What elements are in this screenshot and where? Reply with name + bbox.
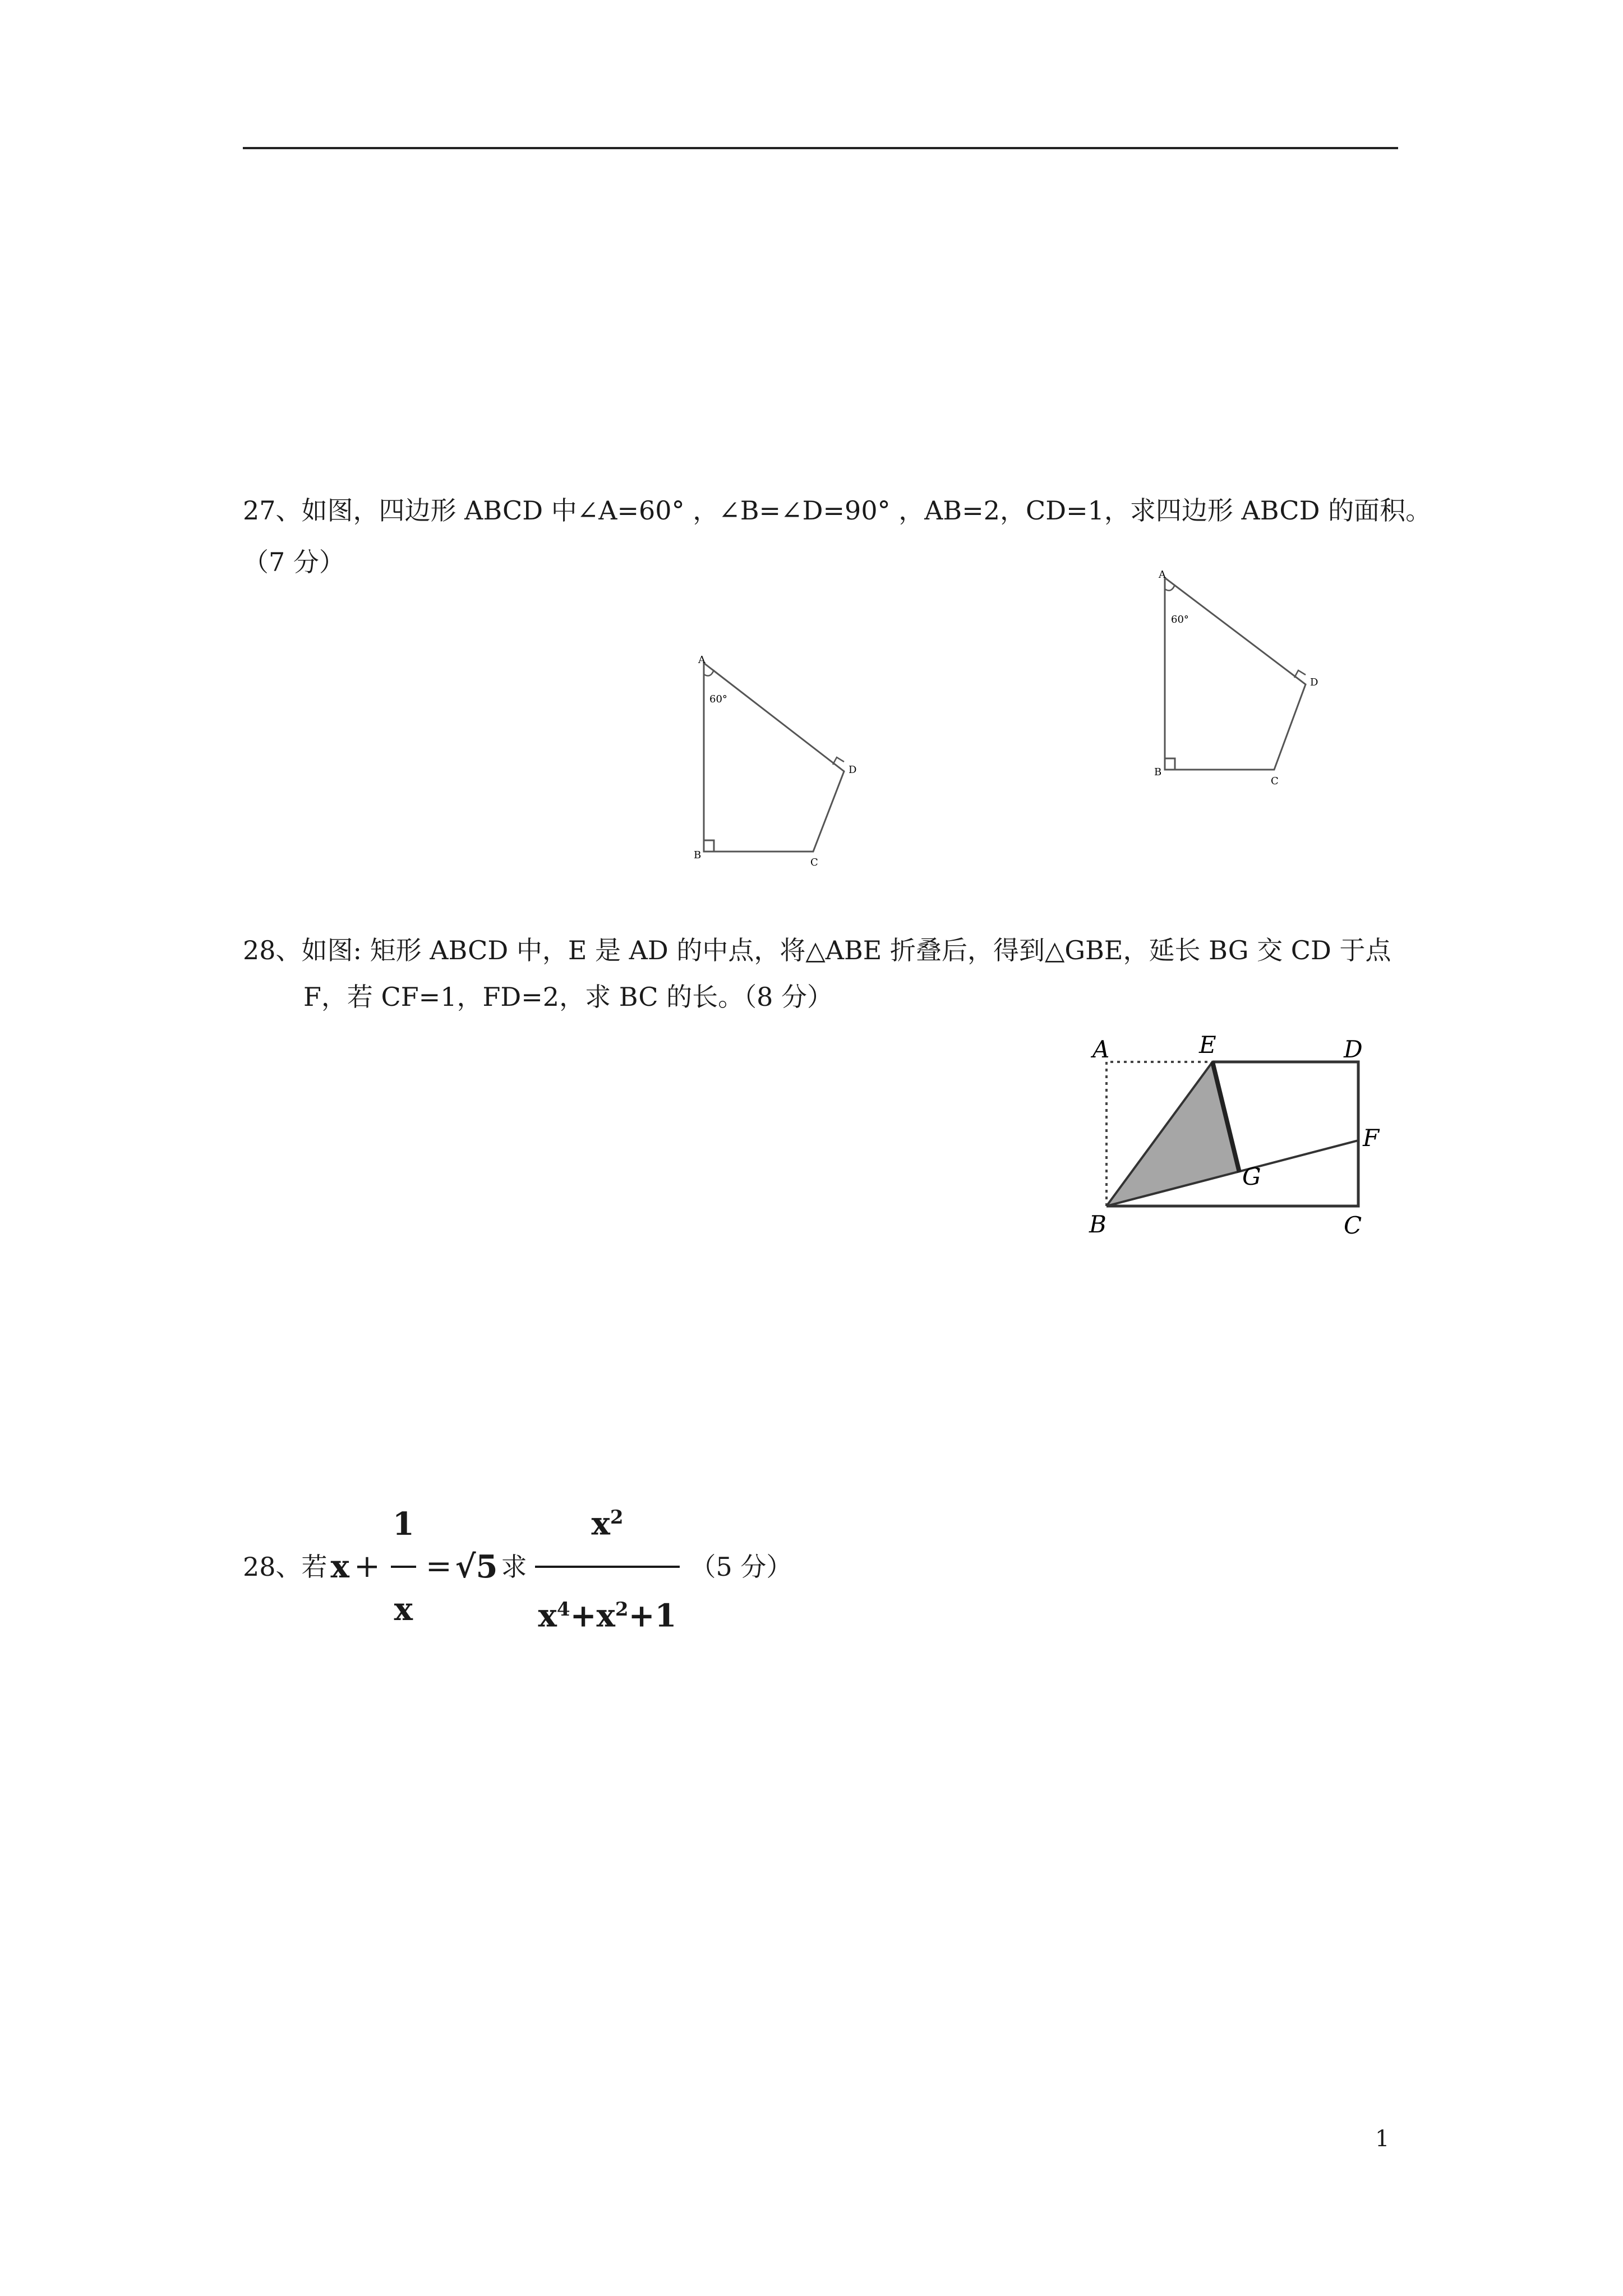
q27-figure-right xyxy=(1138,567,1329,791)
header-rule xyxy=(243,147,1398,149)
q28a-label-b: B xyxy=(1089,1211,1106,1238)
q28a-label-a: A xyxy=(1092,1036,1110,1063)
q28b-x-den: x xyxy=(391,1566,416,1649)
q28a-label-c: C xyxy=(1344,1212,1362,1239)
q27-left-label-angle: 60° xyxy=(709,693,727,705)
q28b-eq: = xyxy=(425,1548,452,1585)
q28b-points: （5 分） xyxy=(690,1551,792,1582)
q28a-text-line2: F，若 CF=1，FD=2，求 BC 的长。（8 分） xyxy=(303,982,833,1012)
q28b-target-fraction xyxy=(535,1478,680,1655)
q28a-label-g: G xyxy=(1242,1163,1261,1190)
q28a-label-e: E xyxy=(1199,1031,1216,1059)
q28b-plus: + xyxy=(353,1548,380,1585)
q28a-label-f: F xyxy=(1363,1124,1380,1152)
q27-figure-left xyxy=(681,651,872,875)
q27-text-line2: （7 分） xyxy=(243,547,345,577)
q27-right-label-a: A xyxy=(1159,569,1166,581)
q28b-sqrt5: √5 xyxy=(455,1548,498,1585)
q28a-figure xyxy=(1082,1024,1396,1254)
q27-left-label-c: C xyxy=(810,857,818,868)
q28b-x: x xyxy=(330,1548,349,1585)
q27-left-label-a: A xyxy=(698,654,706,666)
page-number: 1 xyxy=(1375,2126,1390,2152)
q28b-one: 1 xyxy=(392,1505,414,1543)
q28b-mid: 求 xyxy=(501,1551,527,1582)
q28a-text-line1: 28、如图: 矩形 ABCD 中，E 是 AD 的中点，将△ABE 折叠后，得到△GBE，延长 BG 交 CD 于点 xyxy=(243,935,1391,965)
q27-right-label-d: D xyxy=(1310,677,1318,688)
q27-text-line1: 27、如图，四边形 ABCD 中∠A=60° ，∠B=∠D=90° ，AB=2，CD=1，求四边形 ABCD 的面积。 xyxy=(243,495,1432,526)
q28b-numerator: $x^2$ xyxy=(591,1505,624,1543)
q27-right-label-angle: 60° xyxy=(1171,614,1189,625)
q28b-prefix: 28、若 xyxy=(243,1551,328,1582)
q27-right-label-b: B xyxy=(1154,766,1162,778)
q27-right-label-c: C xyxy=(1271,775,1279,787)
q27-left-label-d: D xyxy=(849,764,857,776)
q28b-line xyxy=(243,1478,792,1655)
q27-left-label-b: B xyxy=(694,849,702,861)
q28b-one-over-x xyxy=(389,1485,418,1649)
q28a-label-d: D xyxy=(1344,1036,1363,1063)
q28b-denominator: $x^4+x^2+1$ xyxy=(535,1566,680,1655)
